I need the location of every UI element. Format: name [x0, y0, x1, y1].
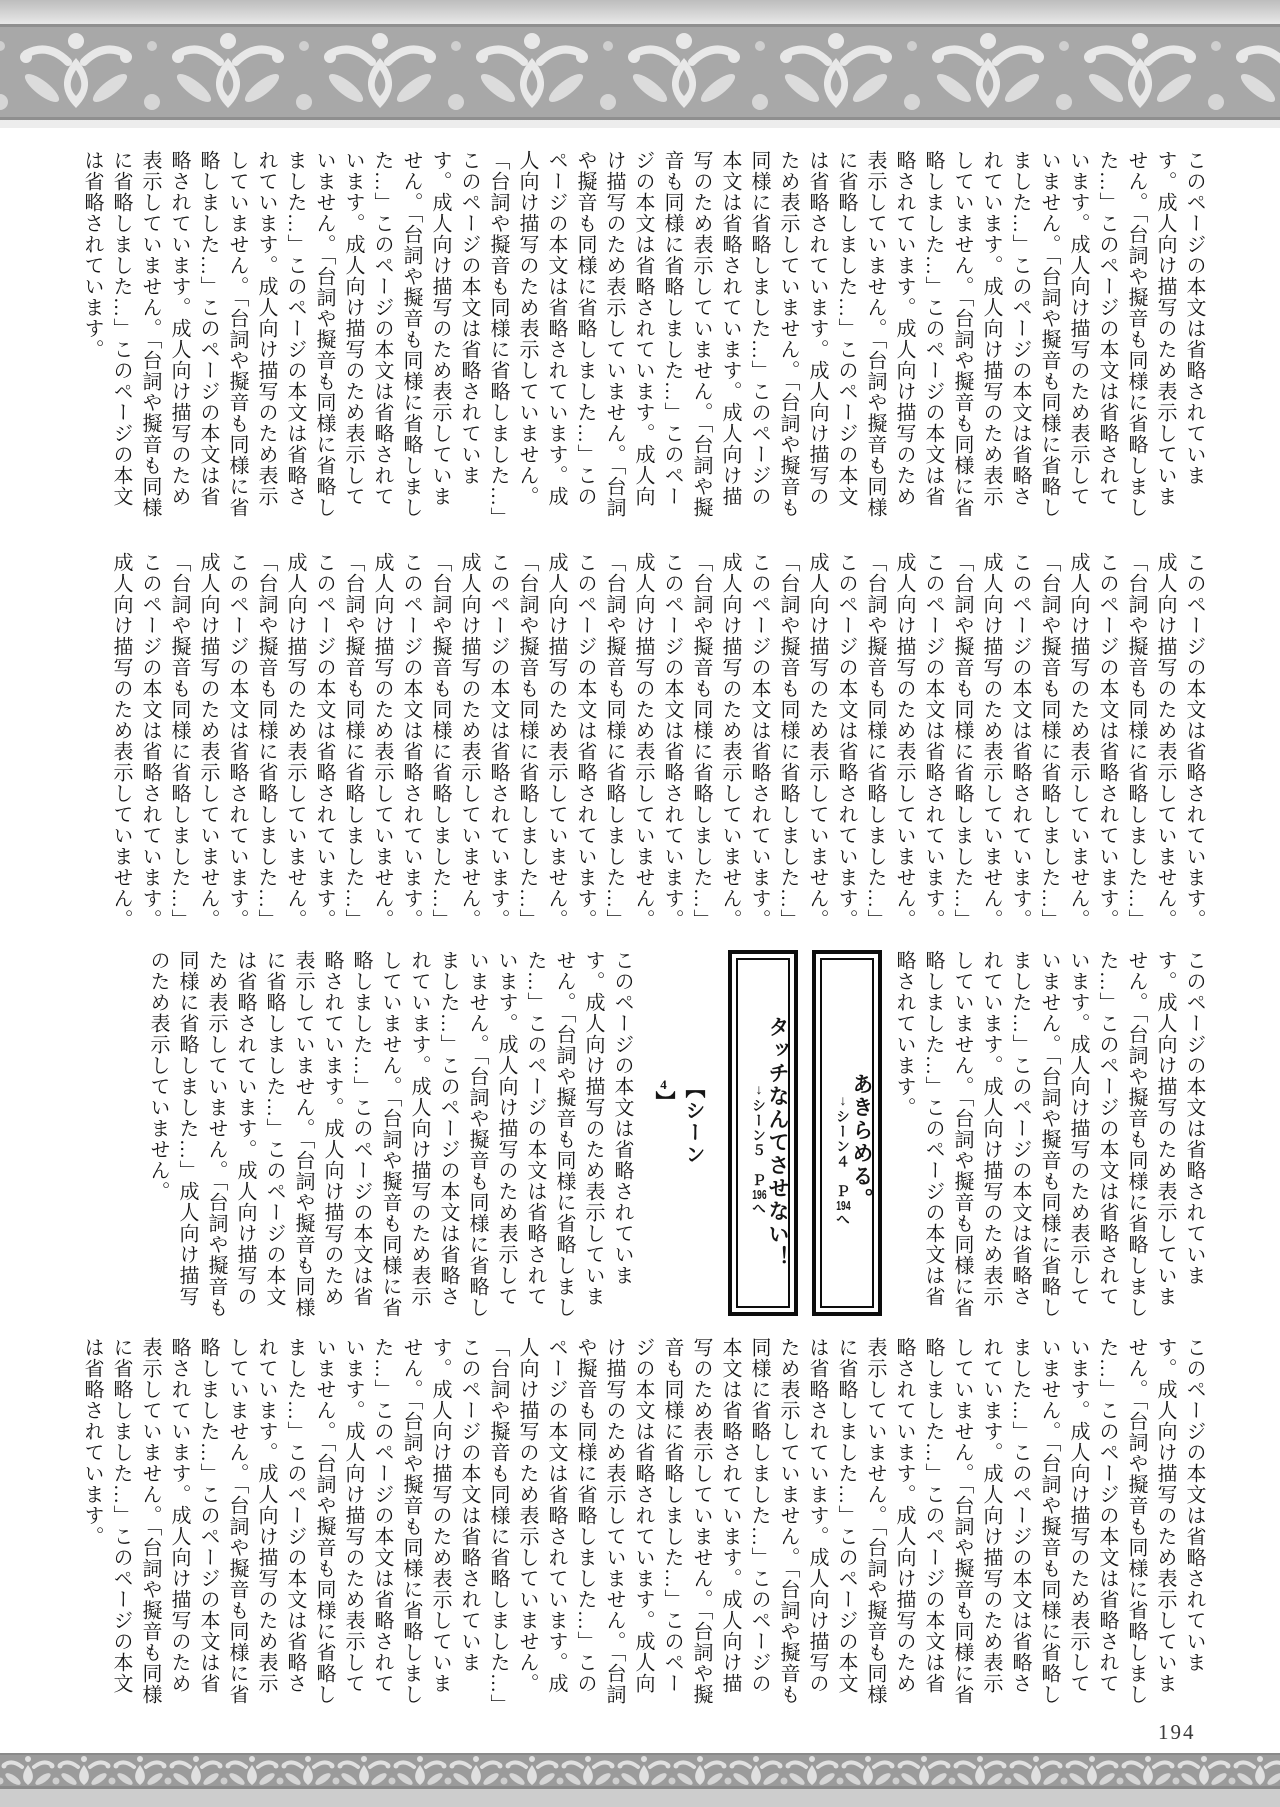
text-band-2 [110, 552, 1208, 938]
text-band-1 [81, 150, 1208, 522]
choice-destination [835, 1092, 850, 1227]
choice-destination [751, 1081, 766, 1216]
scene-header-text: 【シーン [682, 1078, 704, 1166]
bottom-ornament-border [0, 1753, 1280, 1807]
choice-route-suffix: へ [750, 1200, 767, 1216]
scroll-frieze-icon [0, 1753, 1280, 1789]
scene-4-header [648, 1078, 707, 1196]
choice-page-digits: 196 [752, 1187, 767, 1201]
text-band-4 [81, 1337, 1208, 1709]
down-arrow-icon: ↓ [834, 1091, 851, 1109]
prose-placeholder: このページの本文は省略されています。成人向け描写のため表示していません。「台詞や擬音も同様に省略しました…」このページの本文は省略されています。成人向け描写のため表示していません。「台詞や擬音も同様に省略しました…」このページの本文は省略されています。成人向け描写のため表示していません。「台詞や擬音も同様に省略しました…」このページの本文は省略されています。成人向け描写のため表示していません。「台詞や擬音も同様に省略しました…」このページの本文は省略されています。成人向け描写のため表示していません。「台詞や擬音も同様に省略しました…」このページの本文は省略されています。成人向け描写のため表示していません。「台詞や擬音も同様に省略しました…」このページの本文は省略されています。成人向け描写のため表示していません。「台詞や擬音も同様に省略しました…」このページの本文は省略されています。成人向け描写のため表示していません。「台詞や擬音も同様に省略しました…」このページの本文は省略されています。成人向け描写のため表示していません。「台詞や擬音も同様に省略しました…」このページの本文は省略されています。成人向け描写のため表示していません。「台詞や擬音も同様に省略しました…」このページの本文は省略されています。成人向け描写のため表示していません。「台詞や擬音も同様に省略しました…」このページの本文は省略されています。成人向け描写のため表示していません。「台詞や擬音も同様に省略しました…」このページの本文は省略されています。成人向け描写のため表示していません。 [110, 552, 1205, 930]
text-band-3 [128, 950, 1208, 1326]
choice-box-giveup[interactable] [812, 950, 882, 1316]
choice-route: シーン４ Ｐ [834, 1108, 851, 1199]
prose-placeholder: このページの本文は省略されています。成人向け描写のため表示していません。「台詞や擬音も同様に省略しました…」このページの本文は省略されています。成人向け描写のため表示していません。「台詞や擬音も同様に省略しました…」このページの本文は省略されています。成人向け描写のため表示していません。「台詞や擬音も同様に省略しました…」このページの本文は省略されています。成人向け描写のため表示していません。「台詞や擬音も同様に省略しました…」このページの本文は省略されています。成人向け描写のため表示していません。「台詞や擬音も同様に省略しました…」このページの本文は省略されています。成人向け描写のため表示していません。「台詞や擬音も同様に省略しました…」このページの本文は省略されています。成人向け描写のため表示していません。「台詞や擬音も同様に省略しました…」このページの本文は省略されています。成人向け描写のため表示していません。「台詞や擬音も同様に省略しました…」このページの本文は省略されています。成人向け描写のため表示していません。「台詞や擬音も同様に省略しました…」このページの本文は省略されています。成人向け描写のため表示していません。「台詞や擬音も同様に省略しました…」このページの本文は省略されています。成人向け描写のため表示していません。「台詞や擬音も同様に省略しました…」このページの本文は省略されています。成人向け描写のため表示していません。「台詞や擬音も同様に省略しました…」このページの本文は省略されています。 [81, 1337, 1205, 1705]
choice-label: あきらめる。 [850, 1073, 873, 1211]
top-ornament-border [0, 0, 1280, 128]
choice-page-digits: 194 [836, 1198, 851, 1212]
choice-route: シーン５ Ｐ [750, 1097, 767, 1188]
choice-box-inner-frame [820, 958, 874, 1308]
choice-label: タッチなんてさせない！ [766, 1015, 789, 1269]
choice-route-suffix: へ [834, 1211, 851, 1227]
choice-box-inner-frame [736, 958, 790, 1308]
prose-placeholder: このページの本文は省略されています。成人向け描写のため表示していません。「台詞や擬音も同様に省略しました…」このページの本文は省略されています。成人向け描写のため表示していません。「台詞や擬音も同様に省略しました…」このページの本文は省略されています。成人向け描写のため表示していません。「台詞や擬音も同様に省略しました…」このページの本文は省略されています。成人向け描写のため表示していません。「台詞や擬音も同様に省略しました…」このページの本文は省略されています。成人向け描写のため表示していません。「台詞や擬音も同様に省略しました…」成人向け描写のため表示していません。 [147, 950, 633, 1318]
page-number: 194 [1158, 1720, 1196, 1744]
down-arrow-icon: ↓ [750, 1080, 767, 1098]
scene-header-text: 】 [652, 1091, 674, 1113]
scene-header-number: 4 [660, 1078, 667, 1091]
acanthus-frieze-icon [0, 24, 1280, 120]
prose-placeholder: このページの本文は省略されています。成人向け描写のため表示していません。「台詞や擬音も同様に省略しました…」このページの本文は省略されています。成人向け描写のため表示していません。「台詞や擬音も同様に省略しました…」このページの本文は省略されています。成人向け描写のため表示していません。「台詞や擬音も同様に省略しました…」このページの本文は省略されています。成人向け描写のため表示していません。「台詞や擬音も同様に省略しました…」このページの本文は省略されています。成人向け描写のため表示していません。「台詞や擬音も同様に省略しました…」このページの本文は省略されています。成人向け描写のため表示していません。「台詞や擬音も同様に省略しました…」このページの本文は省略されています。成人向け描写のため表示していません。「台詞や擬音も同様に省略しました…」このページの本文は省略されています。成人向け描写のため表示していません。「台詞や擬音も同様に省略しました…」このページの本文は省略されています。成人向け描写のため表示していません。「台詞や擬音も同様に省略しました…」このページの本文は省略されています。成人向け描写のため表示していません。「台詞や擬音も同様に省略しました…」このページの本文は省略されています。成人向け描写のため表示していません。「台詞や擬音も同様に省略しました…」このページの本文は省略されています。成人向け描写のため表示していません。「台詞や擬音も同様に省略しました…」このページの本文は省略されています。 [81, 150, 1205, 518]
prose-placeholder: このページの本文は省略されています。成人向け描写のため表示していません。「台詞や擬音も同様に省略しました…」このページの本文は省略されています。成人向け描写のため表示していません。「台詞や擬音も同様に省略しました…」このページの本文は省略されています。成人向け描写のため表示していません。「台詞や擬音も同様に省略しました…」このページの本文は省略されています。 [893, 950, 1205, 1318]
choice-box-no-touch[interactable] [728, 950, 798, 1316]
